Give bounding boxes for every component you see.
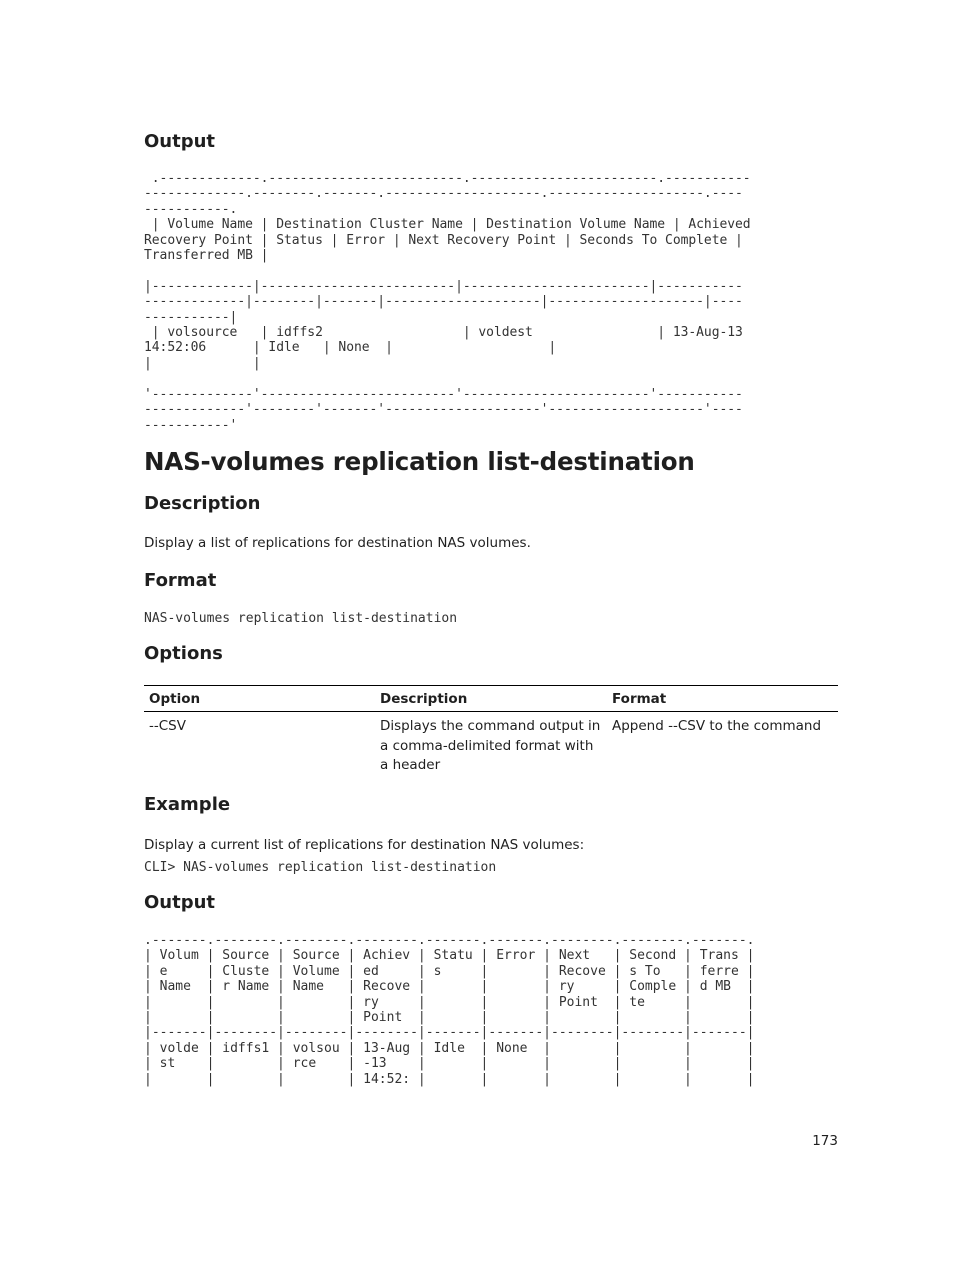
example-text: Display a current list of replications for destination NAS volumes: <box>144 837 585 853</box>
output-heading-1: Output <box>144 131 216 152</box>
options-heading: Options <box>144 643 223 664</box>
options-table <box>144 685 838 776</box>
output-block-2: .-------.--------.--------.--------.-------.-------.--------.--------.-------. | Volum | Source | Source | Achiev | Statu | Error | Next | Second | Trans | | e | Cluste | Volume | ed | s | | Recove | s To | ferre | | Name | r Name | Name | Recove | | | ry | Comple | d MB | | | | | ry | | | Point | te | | | | | | Point | | | | | | |-------|--------|--------|--------|-------|-------|--------|--------|-------| | volde | idffs1 | volsou | 13-Aug | Idle | None | | | | | st | | rce | -13 | | | | | | | | | | 14:52: | | | | | | <box>144 933 755 1087</box>
cell-option: --CSV <box>149 718 186 734</box>
header-description: Description <box>380 690 468 707</box>
header-option: Option <box>149 690 201 707</box>
format-heading: Format <box>144 570 217 591</box>
description-text: Display a list of replications for destination NAS volumes. <box>144 535 531 551</box>
output-block-1: .-------------.-------------------------.------------------------.----------- -------------.--------.-------.--------------------.--------------------.---- -----------. | Volume Name | Destination Cluster Name | Destination Volume Name | Achieved Recovery Point | Status | Error | Next Recovery Point | Seconds To Complete | Transferred MB | |-------------|-------------------------|------------------------|----------- -------------|--------|-------|--------------------|--------------------|---- -----------| | volsource | idffs2 | voldest | 13-Aug-13 14:52:06 | Idle | None | | | | '-------------'-------------------------'------------------------'----------- -------------'--------'-------'--------------------'--------------------'---- -----------' <box>144 171 751 433</box>
table-row <box>144 712 838 776</box>
format-command: NAS-volumes replication list-destination <box>144 611 458 626</box>
page-title: NAS-volumes replication list-destination <box>144 447 695 476</box>
page-number: 173 <box>812 1133 838 1149</box>
cell-format: Append --CSV to the command <box>612 718 822 734</box>
cell-description: Displays the command output in a comma-delimited format with a header <box>380 718 601 773</box>
example-command: CLI> NAS-volumes replication list-destination <box>144 860 497 875</box>
options-table-header <box>144 686 838 712</box>
header-format: Format <box>612 690 667 707</box>
output-heading-2: Output <box>144 892 216 913</box>
description-heading: Description <box>144 493 261 514</box>
example-heading: Example <box>144 794 231 815</box>
